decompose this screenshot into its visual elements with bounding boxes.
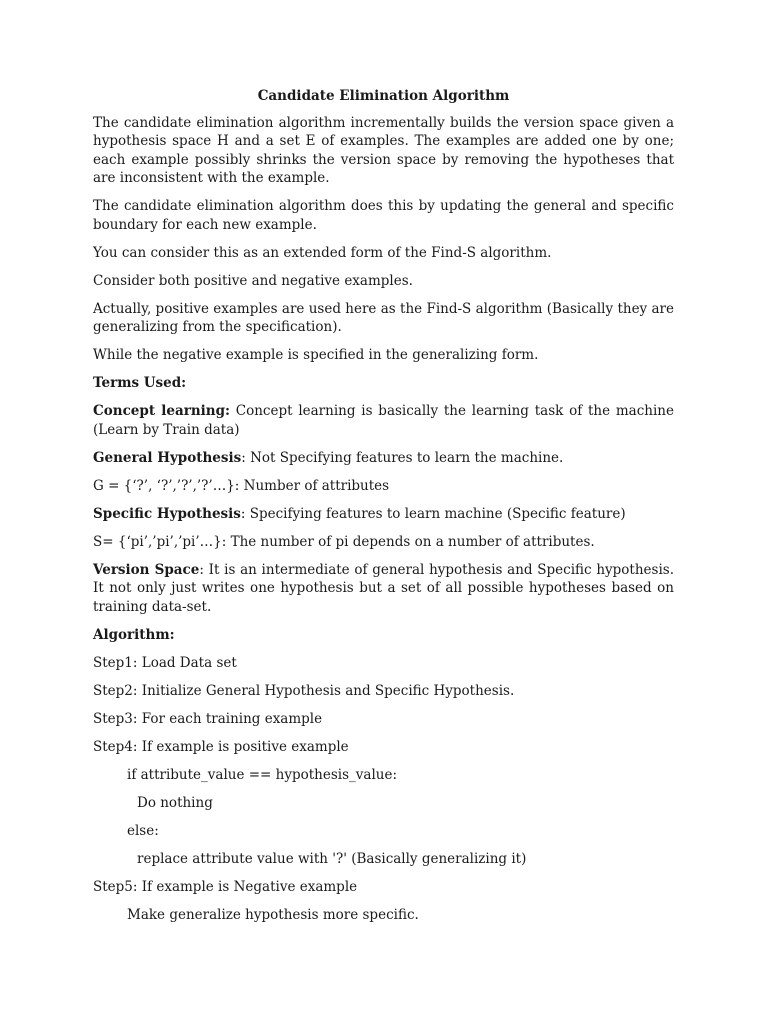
algorithm-step-2: Step2: Initialize General Hypothesis and Specific Hypothesis. bbox=[93, 682, 515, 699]
step-4-replace-line: replace attribute value with '?' (Basically generalizing it) bbox=[137, 850, 527, 867]
algorithm-heading: Algorithm: bbox=[93, 626, 175, 643]
intro-paragraph-2: The candidate elimination algorithm does this by updating the general and specific boundary for each new example. bbox=[93, 198, 674, 233]
intro-paragraph-4: Consider both positive and negative examples. bbox=[93, 272, 413, 289]
general-hypothesis-formula: G = {‘?’, ‘?’,’?’,’?’…}: Number of attributes bbox=[93, 477, 390, 494]
specific-hypothesis-definition bbox=[93, 505, 674, 524]
general-hypothesis-definition bbox=[93, 449, 674, 468]
algorithm-step-5: Step5: If example is Negative example bbox=[93, 878, 358, 895]
concept-learning-term: Concept learning: bbox=[93, 403, 230, 419]
document-title: Candidate Elimination Algorithm bbox=[257, 88, 510, 104]
intro-paragraph-5: Actually, positive examples are used here as the Find-S algorithm (Basically they are generalizing from the specification). bbox=[93, 300, 674, 335]
algorithm-step-3: Step3: For each training example bbox=[93, 710, 323, 727]
algorithm-step-1: Step1: Load Data set bbox=[93, 654, 237, 671]
version-space-definition bbox=[93, 561, 674, 617]
terms-heading: Terms Used: bbox=[93, 375, 187, 391]
step-4-if-line: if attribute_value == hypothesis_value: bbox=[127, 766, 398, 783]
version-space-term: Version Space bbox=[93, 561, 200, 578]
intro-paragraph-1: The candidate elimination algorithm incrementally builds the version space given a hypothesis space H and a set E of examples. The examples are added one by one; each example possibly shrinks the version space by removing the hypotheses that are inconsistent with the example. bbox=[93, 114, 674, 186]
step-5-action-line: Make generalize hypothesis more specific. bbox=[127, 906, 419, 923]
intro-paragraph-6: While the negative example is specified in the generalizing form. bbox=[93, 347, 539, 363]
general-hypothesis-text: : Not Specifying features to learn the machine. bbox=[241, 449, 564, 466]
step-4-do-nothing-line: Do nothing bbox=[137, 794, 213, 811]
version-space-text: : It is an intermediate of general hypothesis and Specific hypothesis. It not only just writes one hypothesis but a set of all possible hypotheses based on training data-set. bbox=[93, 561, 674, 615]
intro-paragraph-3: You can consider this as an extended form of the Find-S algorithm. bbox=[93, 244, 552, 261]
specific-hypothesis-formula: S= {‘pi’,’pi’,’pi’…}: The number of pi depends on a number of attributes. bbox=[93, 533, 595, 550]
concept-learning-text: Concept learning is basically the learning task of the machine (Learn by Train data) bbox=[93, 403, 674, 438]
algorithm-step-4: Step4: If example is positive example bbox=[93, 738, 349, 755]
specific-hypothesis-text: : Specifying features to learn machine (Specific feature) bbox=[240, 505, 626, 522]
specific-hypothesis-term: Specific Hypothesis bbox=[93, 505, 241, 522]
concept-learning-definition bbox=[93, 402, 674, 439]
step-4-else-line: else: bbox=[127, 822, 159, 839]
general-hypothesis-term: General Hypothesis bbox=[93, 449, 242, 466]
